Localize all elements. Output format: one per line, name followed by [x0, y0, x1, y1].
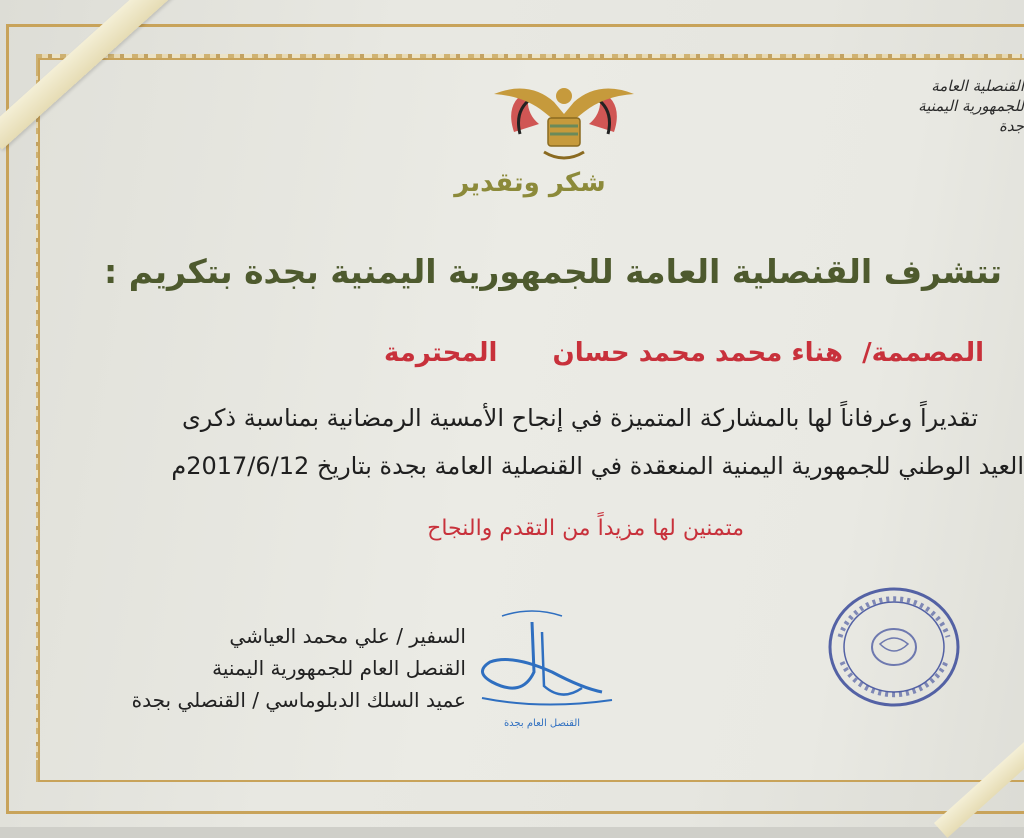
signatory-block — [96, 620, 466, 716]
yemen-eagle-emblem — [484, 72, 644, 172]
recipient-honorific: المحترمة — [383, 338, 498, 368]
handwritten-signature — [462, 602, 622, 732]
body-text-line-2: العيد الوطني للجمهورية اليمنية المنعقدة في القنصلية العامة بجدة بتاريخ 2017/6/12م — [171, 452, 1024, 480]
issuer-line-1: القنصلية العامة — [931, 77, 1024, 95]
recipient-title: المصممة/ — [862, 338, 984, 368]
signature-caption: القنصل العام بجدة — [503, 718, 581, 729]
closing-wish: متمنين لها مزيداً من التقدم والنجاح — [427, 516, 744, 541]
signatory-role: عميد السلك الدبلوماسي / القنصلي بجدة — [131, 688, 466, 712]
recipient-name: هناء محمد محمد حسان — [552, 338, 844, 368]
signatory-position: القنصل العام للجمهورية اليمنية — [212, 656, 466, 680]
certificate-heading: شكر وتقدير — [454, 168, 606, 198]
certificate-headline: تتشرف القنصلية العامة للجمهورية اليمنية بجدة بتكريم : — [104, 252, 1002, 291]
recipient-line — [224, 338, 984, 368]
consulate-seal-stamp — [824, 582, 964, 712]
issuer-line-3: جدة — [998, 117, 1024, 135]
issuer-line-2: للجمهورية اليمنية — [918, 97, 1024, 115]
body-text-line-1: تقديراً وعرفاناً لها بالمشاركة المتميزة في إنجاح الأمسية الرمضانية بمناسبة ذكرى — [181, 404, 978, 432]
issuer-corner-label — [912, 76, 1024, 136]
signatory-name: السفير / علي محمد العياشي — [229, 624, 466, 648]
